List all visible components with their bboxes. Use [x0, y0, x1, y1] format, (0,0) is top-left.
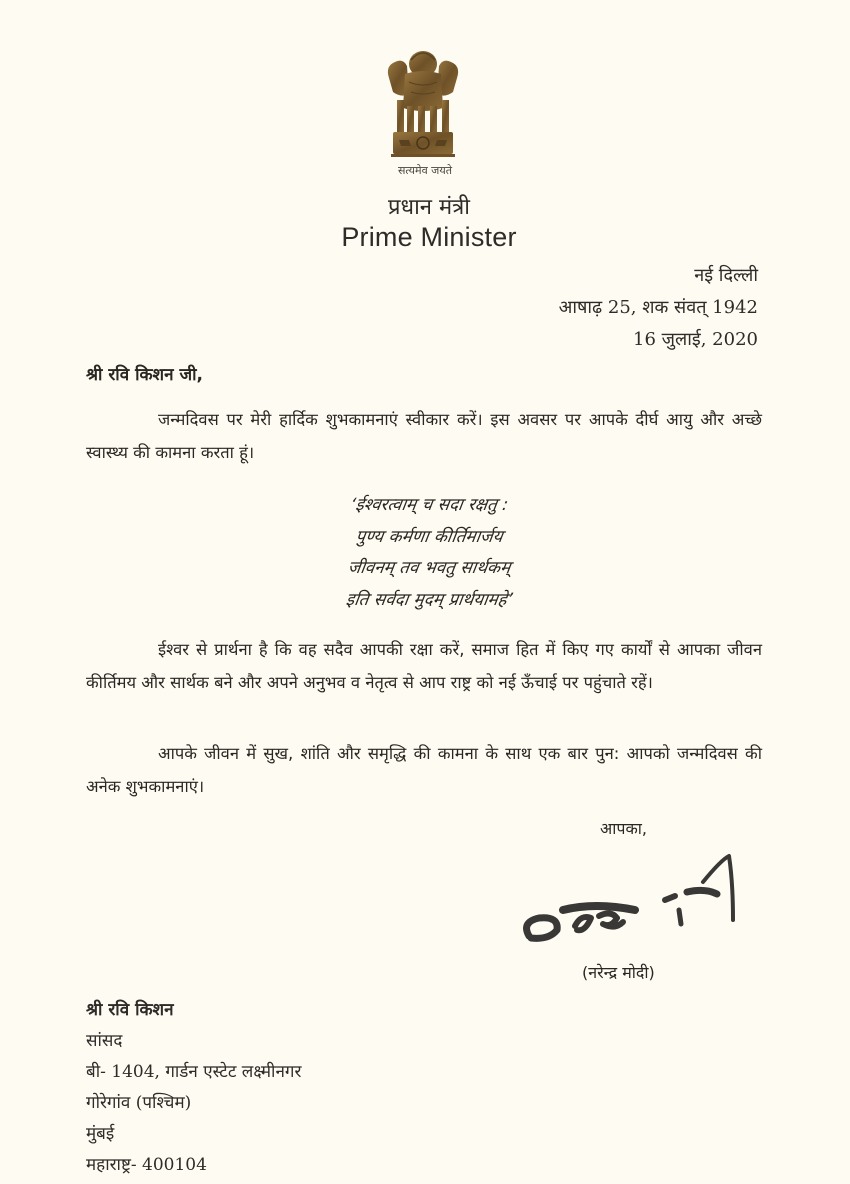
saka-date: आषाढ़ 25, शक संवत् 1942: [558, 297, 758, 318]
signature-icon: [515, 852, 750, 947]
verse-line-4: इति सर्वदा मुदम् प्रार्थयामहे’: [344, 589, 514, 610]
office-title-hindi: प्रधान मंत्री: [388, 195, 470, 220]
recipient-name: श्री रवि किशन: [86, 1000, 174, 1020]
paragraph-3-text: आपके जीवन में सुख, शांति और समृद्धि की कामना के साथ एक बार पुन: आपको जन्मदिवस की अनेक शुभकामनाएं।: [86, 744, 762, 796]
state-emblem-icon: [383, 48, 463, 166]
sanskrit-verse: [0, 490, 850, 616]
verse-line-2: पुण्य कर्मणा कीर्तिमार्जय: [354, 526, 504, 547]
address-line-2: गोरेगांव (पश्चिम): [86, 1093, 192, 1113]
gregorian-date: 16 जुलाई, 2020: [633, 329, 758, 350]
address-state-pin: महाराष्ट्र- 400104: [86, 1155, 207, 1175]
paragraph-2-text: ईश्वर से प्रार्थना है कि वह सदैव आपकी रक्षा करें, समाज हित में किए गए कार्यों से आपका जीवन कीर्तिमय और सार्थक बने और अपने अनुभव व नेतृत्व से आप राष्ट्र को नई ऊँचाई पर पहुंचाते रहें।: [86, 640, 762, 692]
emblem-motto: सत्यमेव जयते: [397, 164, 452, 177]
address-line-1: बी- 1404, गार्डन एस्टेट लक्ष्मीनगर: [86, 1062, 302, 1082]
signer-name: (नरेन्द्र मोदी): [582, 963, 655, 982]
paragraph-1-text: जन्मदिवस पर मेरी हार्दिक शुभकामनाएं स्वीकार करें। इस अवसर पर आपके दीर्घ आयु और अच्छे स्वास्थ्य की कामना करता हूं।: [86, 410, 762, 462]
verse-line-1: ‘ईश्वरत्वाम् च सदा रक्षतु :: [348, 495, 510, 515]
recipient-designation: सांसद: [86, 1031, 123, 1051]
address-city: मुंबई: [86, 1124, 115, 1144]
office-title-english: Prime Minister: [341, 222, 517, 252]
body-paragraph-1: [86, 403, 762, 469]
date-block: [559, 260, 758, 356]
place: नई दिल्ली: [694, 265, 758, 286]
valediction: आपका,: [600, 819, 647, 838]
verse-line-3: जीवनम् तव भवतु सार्थकम्: [346, 558, 512, 578]
body-paragraph-3: [86, 737, 762, 803]
body-paragraph-2: [86, 633, 762, 699]
salutation: श्री रवि किशन जी,: [86, 365, 203, 385]
recipient-address: [86, 995, 301, 1181]
